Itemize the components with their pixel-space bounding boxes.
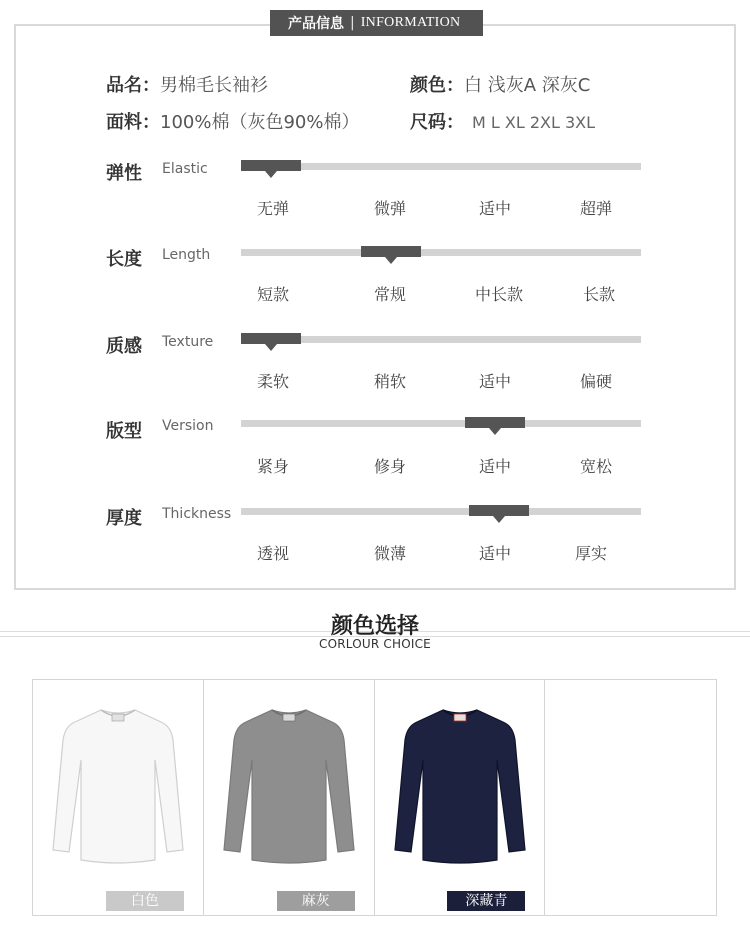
- spec-name-label: 品名：: [106, 75, 160, 96]
- level-option: 适中: [478, 199, 511, 218]
- color-option-navy[interactable]: [375, 680, 546, 915]
- level-track: [241, 163, 641, 170]
- spec-name-value: 男棉毛长袖衫: [160, 75, 268, 96]
- level-option: 适中: [478, 372, 511, 391]
- level-option: 透视: [256, 544, 289, 563]
- header-cn: 产品信息: [288, 16, 344, 32]
- attr-label: 弹性: [106, 163, 142, 184]
- attr-label: 版型: [106, 421, 142, 442]
- color-section-subtitle: CORLOUR CHOICE: [319, 637, 431, 651]
- level-option: 微弹: [373, 199, 406, 218]
- level-option: 偏硬: [579, 372, 612, 391]
- level-marker: [241, 333, 301, 344]
- level-option: 长款: [582, 285, 615, 304]
- header-separator: |: [350, 15, 355, 31]
- attr-label: 厚度: [106, 508, 142, 529]
- spec-fabric: [106, 108, 359, 134]
- spec-size-label: 尺码：: [410, 112, 464, 133]
- color-option-empty: [545, 680, 716, 915]
- color-name-tag: 麻灰: [277, 891, 355, 911]
- level-option: 柔软: [256, 372, 289, 391]
- spec-name: [106, 71, 268, 97]
- level-marker: [469, 505, 529, 516]
- level-option: 微薄: [373, 544, 406, 563]
- shirt-image: [43, 700, 193, 870]
- attr-en-label: Length: [162, 247, 211, 263]
- spec-color: [410, 71, 590, 97]
- color-section-title: 颜色选择: [330, 614, 419, 639]
- color-name-tag: 深藏青: [447, 891, 525, 911]
- spec-size: [410, 108, 595, 134]
- attr-en-label: Thickness: [162, 506, 232, 522]
- level-marker: [361, 246, 421, 257]
- level-option: 常规: [373, 285, 406, 304]
- level-option: 短款: [256, 285, 289, 304]
- spec-fabric-value: 100%棉（灰色90%棉）: [160, 112, 360, 133]
- attr-label: 长度: [106, 249, 142, 270]
- attr-label: 质感: [106, 336, 142, 357]
- level-track: [241, 249, 641, 256]
- level-track: [241, 508, 641, 515]
- level-option: 稍软: [373, 372, 406, 391]
- level-option: 中长款: [474, 285, 523, 304]
- color-swatch-panel: [32, 679, 717, 916]
- level-option: 紧身: [256, 457, 289, 476]
- level-option: 无弹: [256, 199, 289, 218]
- level-marker: [465, 417, 525, 428]
- color-option-white[interactable]: [33, 680, 204, 915]
- spec-fabric-label: 面料：: [106, 112, 160, 133]
- level-option: 宽松: [579, 457, 612, 476]
- info-header-tab: [270, 10, 483, 36]
- level-track: [241, 420, 641, 427]
- color-name-tag: 白色: [106, 891, 184, 911]
- level-option: 修身: [373, 457, 406, 476]
- color-option-heather-gray[interactable]: [204, 680, 375, 915]
- level-marker: [241, 160, 301, 171]
- spec-size-value: M L XL 2XL 3XL: [472, 113, 596, 132]
- level-track: [241, 336, 641, 343]
- level-option: 厚实: [574, 544, 607, 563]
- level-option: 适中: [478, 457, 511, 476]
- spec-color-value: 白 浅灰A 深灰C: [464, 75, 591, 96]
- attr-en-label: Version: [162, 418, 214, 434]
- spec-color-label: 颜色：: [410, 75, 464, 96]
- level-option: 适中: [478, 544, 511, 563]
- attr-en-label: Elastic: [162, 161, 208, 177]
- attr-en-label: Texture: [162, 334, 214, 350]
- header-en: INFORMATION: [360, 15, 461, 30]
- level-option: 超弹: [579, 199, 612, 218]
- shirt-image: [385, 700, 535, 870]
- shirt-image: [214, 700, 364, 870]
